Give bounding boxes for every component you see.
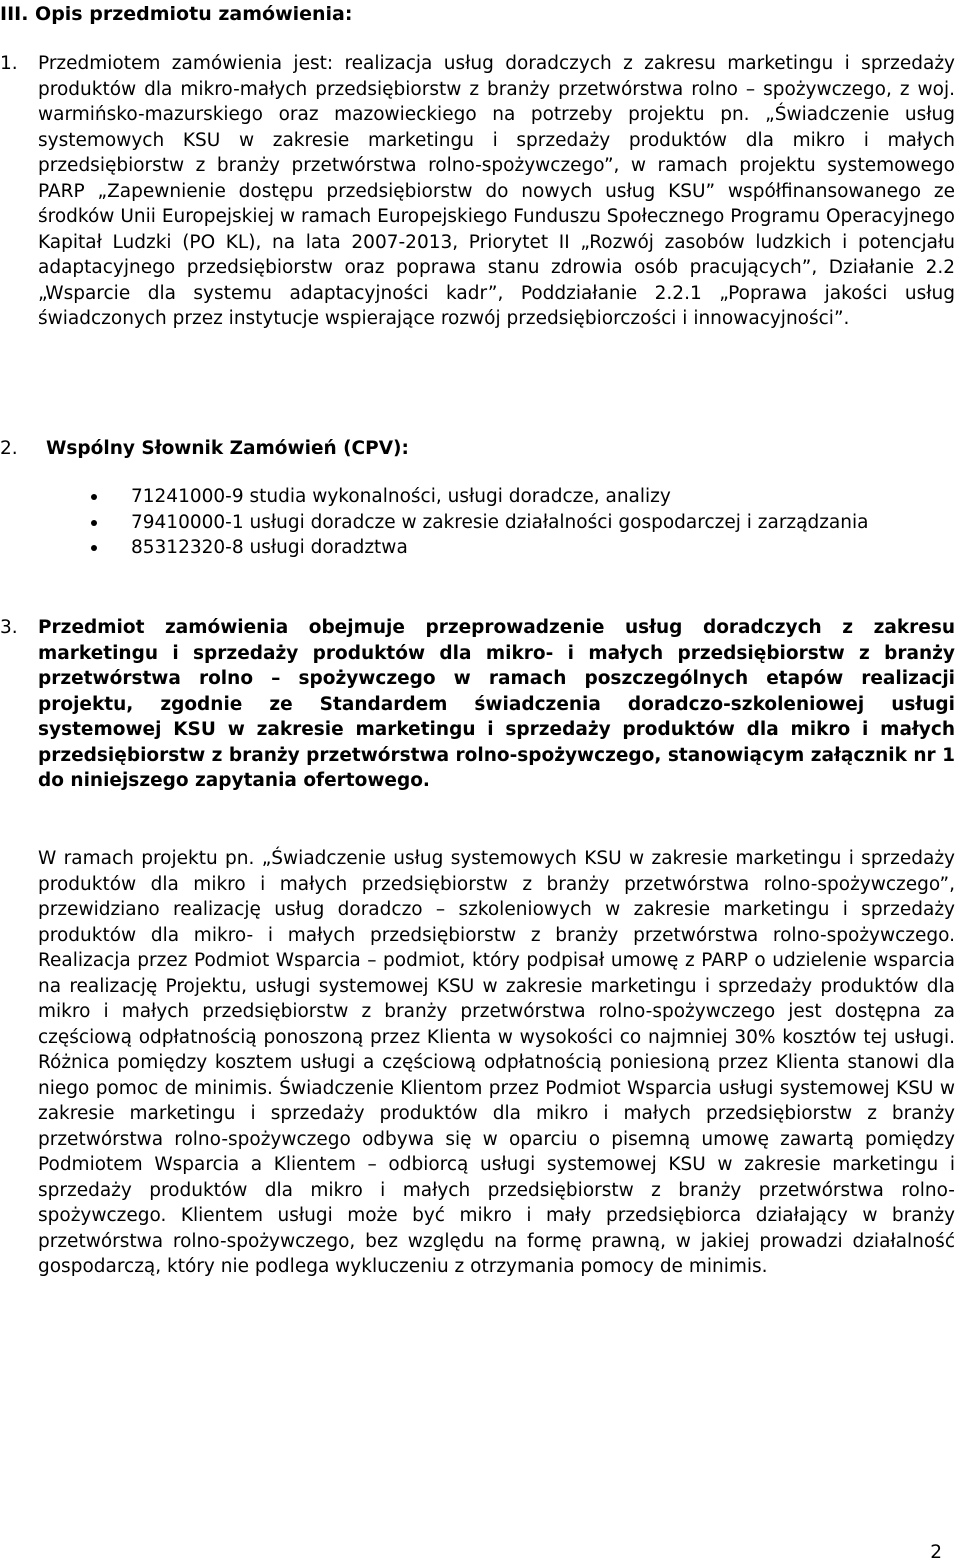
item-3-bold-text: Przedmiot zamówienia obejmuje przeprowadzenie usług doradczych z zakresu marketingu i sprzedaży produktów dla mikro- i małych przedsiębiorstw z branży przetwórstwa rolno – spożywczego w ramach poszczególnych etapów realizacji projektu, zgodnie ze Standardem świadczenia doradczo-szkoleniowej usługi systemowej KSU w zakresie marketingu i sprzedaży produktów dla mikro i małych przedsiębiorstw z branży przetwórstwa rolno-spożywczego, stanowiącym załącznik nr 1 do niniejszego zapytania ofertowego.: [38, 617, 955, 791]
page-number: 2: [930, 1542, 942, 1563]
bullet-icon: [91, 494, 97, 500]
bullet-icon: [91, 545, 97, 551]
item-3-number: 3.: [0, 617, 18, 638]
cpv-code-text: 85312320-8 usługi doradztwa: [131, 537, 408, 558]
cpv-list: [131, 484, 955, 561]
cpv-list-item: [131, 535, 955, 561]
cpv-code-text: 71241000-9 studia wykonalności, usługi doradcze, analizy: [131, 486, 671, 507]
cpv-list-item: [131, 484, 955, 510]
cpv-list-item: [131, 510, 955, 536]
cpv-heading: Wspólny Słownik Zamówień (CPV):: [46, 438, 409, 459]
bullet-icon: [91, 520, 97, 526]
item-1-number: 1.: [0, 53, 18, 74]
item-1-text: Przedmiotem zamówienia jest: realizacja usług doradczych z zakresu marketingu i sprzedaży produktów dla mikro-małych przedsiębiorstw z branży przetwórstwa rolno – spożywczego, z woj. warmińsko-mazurskiego oraz mazowieckiego na potrzeby projektu pn. „Świadczenie usług systemowych KSU w zakresie marketingu i sprzedaży produktów dla mikro i małych przedsiębiorstw z branży przetwórstwa rolno-spożywczego”, w ramach projektu systemowego PARP „Zapewnienie dostępu przedsiębiorstw do nowych usług KSU” współfinansowanego ze środków Unii Europejskiej w ramach Europejskiego Funduszu Społecznego Programu Operacyjnego Kapitał Ludzki (PO KL), na lata 2007-2013, Priorytet II „Rozwój zasobów ludzkich i potencjału adaptacyjnego przedsiębiorstw oraz poprawa stanu zdrowia osób pracujących”, Działanie 2.2 „Wsparcie dla systemu adaptacyjności kadr”, Poddziałanie 2.2.1 „Poprawa jakości usług świadczonych przez instytucje wspierające rozwój przedsiębiorczości i innowacyjności”.: [38, 53, 955, 329]
section-heading: III. Opis przedmiotu zamówienia:: [0, 3, 353, 25]
cpv-code-text: 79410000-1 usługi doradcze w zakresie działalności gospodarczej i zarządzania: [131, 511, 869, 533]
item-2-number: 2.: [0, 438, 18, 459]
item-3-body-text: W ramach projektu pn. „Świadczenie usług systemowych KSU w zakresie marketingu i sprzedaży produktów dla mikro i małych przedsiębiorstw z branży przetwórstwa rolno-spożywczego”, przewidziano realizację usług doradczo – szkoleniowych w zakresie marketingu i sprzedaży produktów dla mikro- i małych przedsiębiorstw z branży przetwórstwa rolno-spożywczego. Realizacja przez Podmiot Wsparcia – podmiot, który podpisał umowę z PARP o udzielenie wsparcia na realizację Projektu, usługi systemowej KSU w zakresie marketingu i sprzedaży produktów dla mikro i małych przedsiębiorstw z branży przetwórstwa rolno-spożywczego jest dostępna za częściową odpłatnością ponoszoną przez Klienta w wysokości co najmniej 30% kosztów tej usługi. Różnica pomiędzy kosztem usługi a częściową odpłatnością poniesioną przez Klienta stanowi dla niego pomoc de minimis. Świadczenie Klientom przez Podmiot Wsparcia usługi systemowej KSU w zakresie marketingu i sprzedaży produktów dla mikro i małych przedsiębiorstw z branży przetwórstwa rolno-spożywczego odbywa się w oparciu o pisemną umowę zawartą pomiędzy Podmiotem Wsparcia a Klientem – odbiorcą usługi systemowej KSU w zakresie marketingu i sprzedaży produktów dla mikro i małych przedsiębiorstw z branży przetwórstwa rolno-spożywczego. Klientem usługi może być mikro i mały przedsiębiorca działający w branży przetwórstwa rolno-spożywczego, bez względu na formę prawną, w jakiej prowadzi działalność gospodarczą, który nie podlega wykluczeniu z otrzymania pomocy de minimis.: [38, 848, 955, 1277]
